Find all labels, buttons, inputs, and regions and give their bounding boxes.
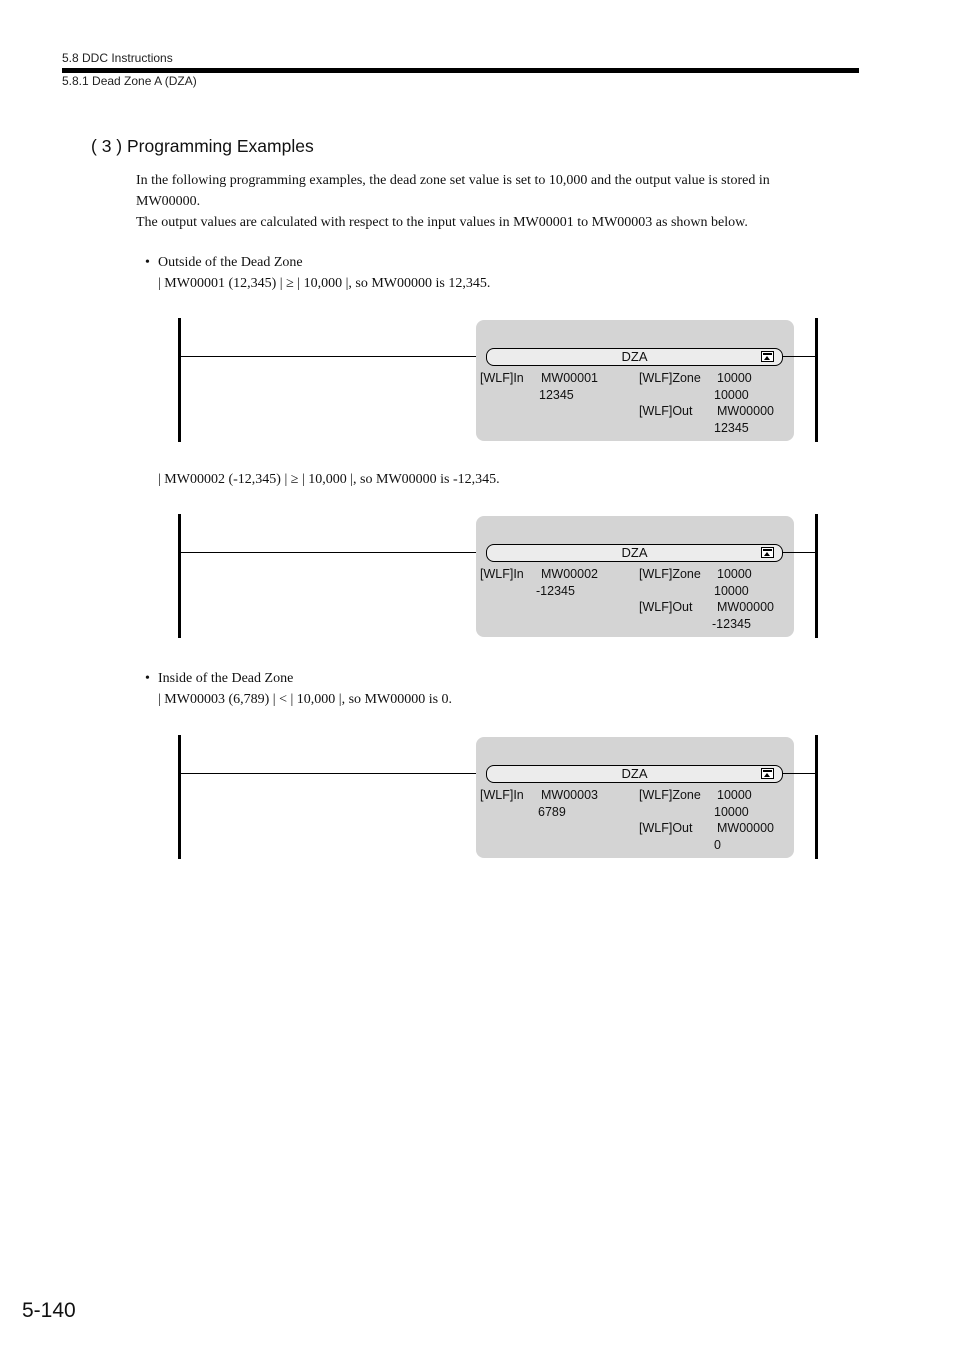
right-power-rail — [815, 514, 818, 638]
bullet-outside-title: Outside of the Dead Zone — [158, 255, 303, 270]
ladder-wire-right — [783, 552, 815, 553]
in-label: [WLF]In — [480, 788, 524, 802]
page-number: 5-140 — [22, 1299, 76, 1322]
zone-value: 10000 — [714, 388, 749, 402]
zone-label: [WLF]Zone — [639, 371, 701, 385]
dza-block-header[interactable] — [486, 544, 783, 562]
ladder-diagram-3 — [178, 735, 820, 861]
ladder-wire — [181, 356, 486, 357]
condition-3: | MW00003 (6,789) | < | 10,000 |, so MW00000 is 0. — [158, 692, 453, 707]
ladder-wire — [181, 552, 486, 553]
out-value: 12345 — [714, 421, 749, 435]
bullet-outside — [145, 255, 303, 271]
intro-line-2: MW00000. — [136, 194, 201, 209]
collapse-icon[interactable] — [761, 547, 774, 558]
bullet-inside — [145, 671, 293, 687]
in-register: MW00003 — [541, 788, 598, 802]
out-label: [WLF]Out — [639, 600, 693, 614]
dza-block-name: DZA — [621, 545, 648, 560]
condition-2: | MW00002 (-12,345) | ≥ | 10,000 |, so MW00000 is -12,345. — [158, 472, 500, 487]
ladder-wire — [181, 773, 486, 774]
out-register: MW00000 — [717, 821, 774, 835]
dza-block-name: DZA — [621, 766, 648, 781]
header-rule — [62, 68, 859, 73]
collapse-icon[interactable] — [761, 768, 774, 779]
zone-label: [WLF]Zone — [639, 788, 701, 802]
bullet-icon: • — [145, 255, 150, 270]
ladder-wire-right — [783, 356, 815, 357]
out-label: [WLF]Out — [639, 404, 693, 418]
dza-block-header[interactable] — [486, 348, 783, 366]
zone-set: 10000 — [717, 567, 752, 581]
out-label: [WLF]Out — [639, 821, 693, 835]
left-power-rail — [178, 318, 181, 442]
collapse-icon[interactable] — [761, 351, 774, 362]
bullet-inside-title: Inside of the Dead Zone — [158, 671, 294, 686]
ladder-wire-right — [783, 773, 815, 774]
zone-label: [WLF]Zone — [639, 567, 701, 581]
intro-line-1: In the following programming examples, the dead zone set value is set to 10,000 and the output value is stored in — [136, 173, 770, 188]
header-subsection: 5.8.1 Dead Zone A (DZA) — [62, 74, 197, 88]
bullet-icon: • — [145, 671, 150, 686]
out-value: -12345 — [712, 617, 751, 631]
out-value: 0 — [714, 838, 721, 852]
right-power-rail — [815, 735, 818, 859]
zone-set: 10000 — [717, 371, 752, 385]
in-label: [WLF]In — [480, 371, 524, 385]
zone-value: 10000 — [714, 805, 749, 819]
left-power-rail — [178, 514, 181, 638]
in-value: 6789 — [538, 805, 566, 819]
dza-block-name: DZA — [621, 349, 648, 364]
condition-1: | MW00001 (12,345) | ≥ | 10,000 |, so MW00000 is 12,345. — [158, 276, 491, 291]
zone-set: 10000 — [717, 788, 752, 802]
out-register: MW00000 — [717, 404, 774, 418]
right-power-rail — [815, 318, 818, 442]
ladder-diagram-1 — [178, 318, 820, 444]
in-value: -12345 — [536, 584, 575, 598]
left-power-rail — [178, 735, 181, 859]
in-register: MW00001 — [541, 371, 598, 385]
in-register: MW00002 — [541, 567, 598, 581]
header-section: 5.8 DDC Instructions — [62, 51, 173, 65]
ladder-diagram-2 — [178, 514, 820, 640]
zone-value: 10000 — [714, 584, 749, 598]
in-label: [WLF]In — [480, 567, 524, 581]
section-title: ( 3 ) Programming Examples — [91, 136, 314, 156]
out-register: MW00000 — [717, 600, 774, 614]
dza-block-header[interactable] — [486, 765, 783, 783]
intro-line-3: The output values are calculated with respect to the input values in MW00001 to MW00003 as shown below. — [136, 215, 748, 230]
in-value: 12345 — [539, 388, 574, 402]
